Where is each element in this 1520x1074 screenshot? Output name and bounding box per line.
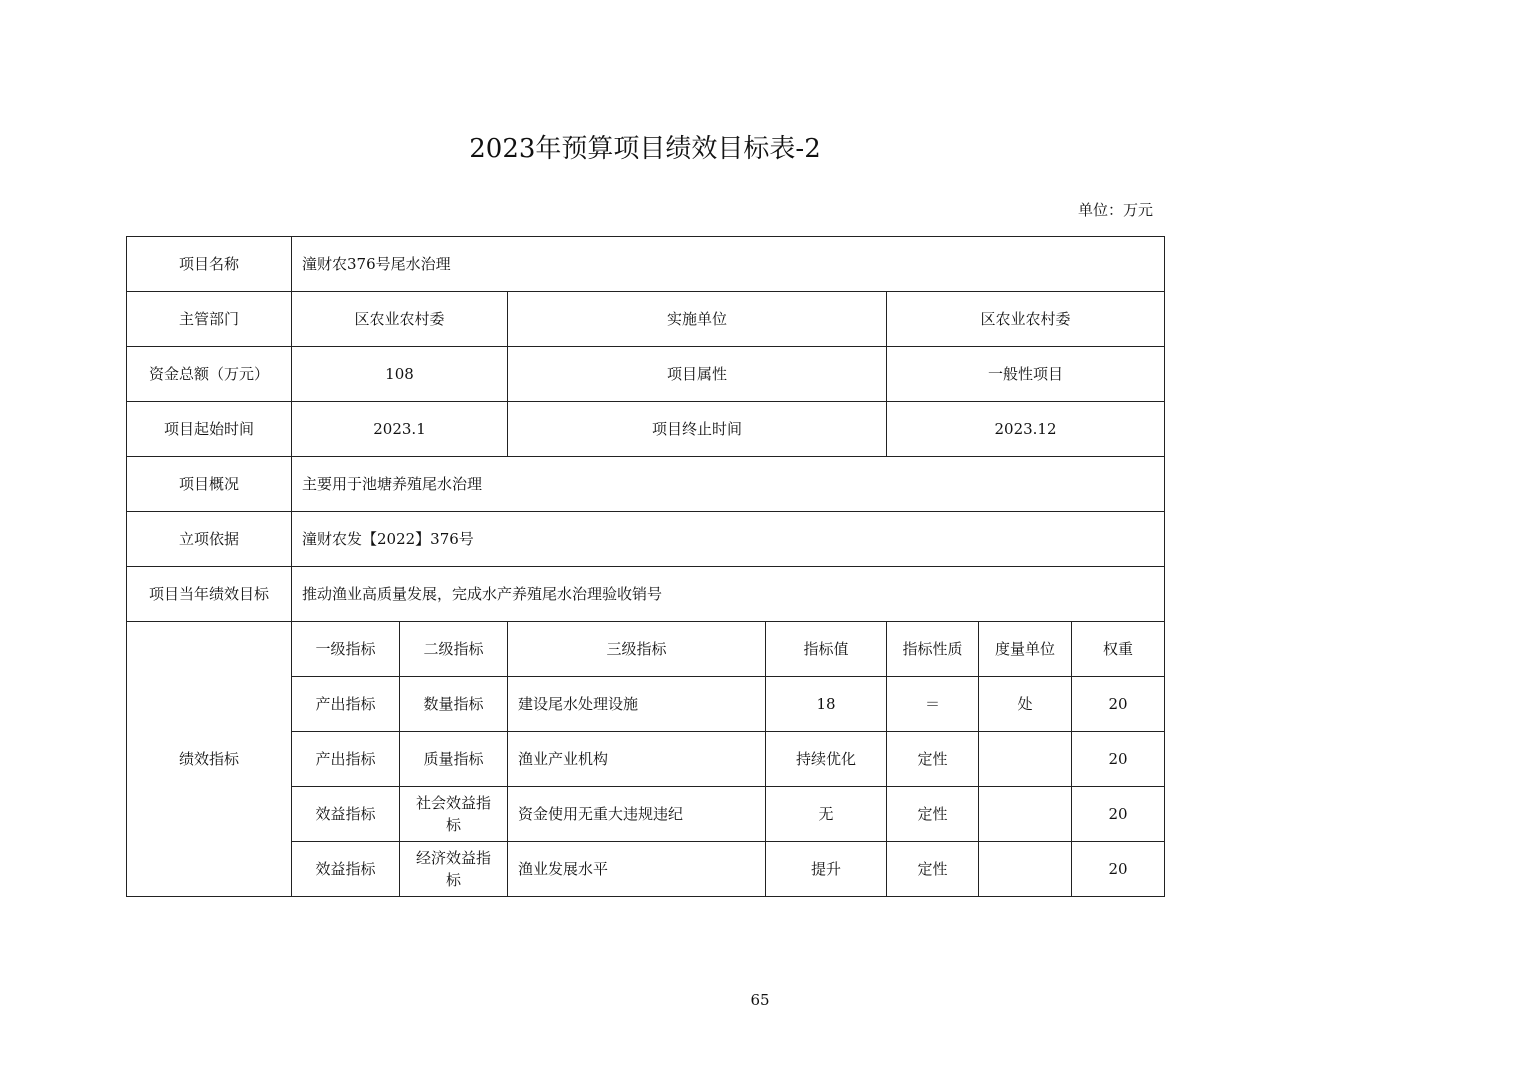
indicator-section-label: 绩效指标 [127, 622, 292, 897]
level2-cell: 社会效益指标 [400, 787, 508, 842]
header-weight: 权重 [1072, 622, 1165, 677]
level3-cell: 渔业发展水平 [508, 842, 766, 897]
value-cell: 18 [766, 677, 887, 732]
header-unit: 度量单位 [979, 622, 1072, 677]
row-department [127, 292, 1165, 347]
level2-cell: 数量指标 [400, 677, 508, 732]
unit-cell [979, 842, 1072, 897]
goal-value: 推动渔业高质量发展，完成水产养殖尾水治理验收销号 [292, 567, 1165, 622]
page-title: 2023年预算项目绩效目标表-2 [469, 134, 821, 164]
header-level2: 二级指标 [400, 622, 508, 677]
attr-label: 项目属性 [508, 347, 887, 402]
value-cell: 无 [766, 787, 887, 842]
overview-label: 项目概况 [127, 457, 292, 512]
header-value: 指标值 [766, 622, 887, 677]
page-number: 65 [750, 991, 770, 1009]
row-project-name [127, 237, 1165, 292]
impl-value: 区农业农村委 [887, 292, 1165, 347]
performance-target-table [126, 236, 1165, 897]
basis-label: 立项依据 [127, 512, 292, 567]
start-value: 2023.1 [292, 402, 508, 457]
level1-cell: 效益指标 [292, 842, 400, 897]
weight-cell: 20 [1072, 787, 1165, 842]
end-label: 项目终止时间 [508, 402, 887, 457]
header-level1: 一级指标 [292, 622, 400, 677]
row-funds [127, 347, 1165, 402]
weight-cell: 20 [1072, 732, 1165, 787]
header-level3: 三级指标 [508, 622, 766, 677]
unit-cell [979, 787, 1072, 842]
indicator-header-row [127, 622, 1165, 677]
attr-value: 一般性项目 [887, 347, 1165, 402]
level2-cell: 经济效益指标 [400, 842, 508, 897]
level3-cell: 渔业产业机构 [508, 732, 766, 787]
row-basis [127, 512, 1165, 567]
row-dates [127, 402, 1165, 457]
level1-cell: 产出指标 [292, 677, 400, 732]
end-value: 2023.12 [887, 402, 1165, 457]
weight-cell: 20 [1072, 677, 1165, 732]
nature-cell: 定性 [887, 842, 979, 897]
overview-value: 主要用于池塘养殖尾水治理 [292, 457, 1165, 512]
unit-cell [979, 732, 1072, 787]
funds-label: 资金总额（万元） [127, 347, 292, 402]
weight-cell: 20 [1072, 842, 1165, 897]
project-name-label: 项目名称 [127, 237, 292, 292]
level3-cell: 资金使用无重大违规违纪 [508, 787, 766, 842]
unit-label: 单位：万元 [1077, 201, 1153, 219]
funds-value: 108 [292, 347, 508, 402]
nature-cell: 定性 [887, 732, 979, 787]
goal-label: 项目当年绩效目标 [127, 567, 292, 622]
start-label: 项目起始时间 [127, 402, 292, 457]
level1-cell: 效益指标 [292, 787, 400, 842]
dept-label: 主管部门 [127, 292, 292, 347]
nature-cell: ＝ [887, 677, 979, 732]
dept-value: 区农业农村委 [292, 292, 508, 347]
unit-cell: 处 [979, 677, 1072, 732]
level2-cell: 质量指标 [400, 732, 508, 787]
impl-label: 实施单位 [508, 292, 887, 347]
value-cell: 持续优化 [766, 732, 887, 787]
row-overview [127, 457, 1165, 512]
nature-cell: 定性 [887, 787, 979, 842]
level1-cell: 产出指标 [292, 732, 400, 787]
project-name-value: 潼财农376号尾水治理 [292, 237, 1165, 292]
row-goal [127, 567, 1165, 622]
level3-cell: 建设尾水处理设施 [508, 677, 766, 732]
basis-value: 潼财农发【2022】376号 [292, 512, 1165, 567]
value-cell: 提升 [766, 842, 887, 897]
header-nature: 指标性质 [887, 622, 979, 677]
